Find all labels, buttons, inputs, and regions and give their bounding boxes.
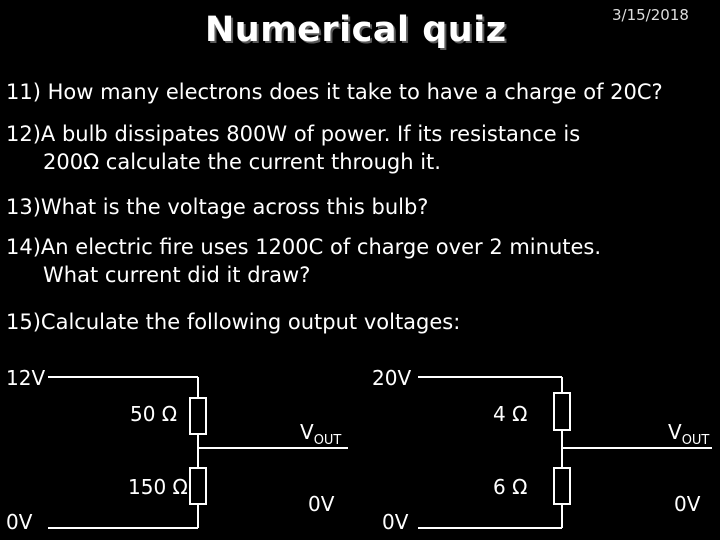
slide-title: Numerical quiz — [205, 10, 507, 50]
right-resistor-top-label: 4 Ω — [493, 402, 528, 426]
right-resistor-top — [554, 393, 570, 430]
left-vout-label: $V_{OUT}$ — [300, 420, 342, 448]
left-resistor-top-label: 50 Ω — [130, 402, 178, 426]
right-resistor-bottom — [554, 468, 570, 504]
left-resistor-top — [190, 398, 206, 434]
right-vout-ground-label: 0V — [674, 492, 701, 516]
question-number: 15) — [6, 310, 41, 334]
question-text-continued: What current did it draw? — [43, 263, 311, 287]
right-supply-label: 20V — [372, 366, 412, 390]
question-number: 11) — [6, 80, 41, 104]
question-text: Calculate the following output voltages: — [40, 310, 461, 334]
left-resistor-bottom-label: 150 Ω — [128, 475, 188, 499]
right-resistor-bottom-label: 6 Ω — [493, 475, 528, 499]
question-text: A bulb dissipates 800W of power. If its resistance is — [40, 122, 581, 146]
question-text: How many electrons does it take to have a charge of 20C? — [47, 80, 663, 104]
left-ground-label: 0V — [6, 510, 33, 534]
question-text: An electric fire uses 1200C of charge over 2 minutes. — [40, 235, 602, 259]
question-text-continued: 200Ω calculate the current through it. — [43, 150, 441, 174]
question-number: 13) — [6, 195, 41, 219]
left-vout-ground-label: 0V — [308, 492, 335, 516]
right-vout-label: $V_{OUT}$ — [668, 420, 710, 448]
slide-date: 3/15/2018 — [612, 6, 689, 24]
right-ground-label: 0V — [382, 510, 409, 534]
question-number: 12) — [6, 122, 41, 146]
question-text: What is the voltage across this bulb? — [40, 195, 429, 219]
question-number: 14) — [6, 235, 41, 259]
left-resistor-bottom — [190, 468, 206, 504]
left-supply-label: 12V — [6, 366, 46, 390]
